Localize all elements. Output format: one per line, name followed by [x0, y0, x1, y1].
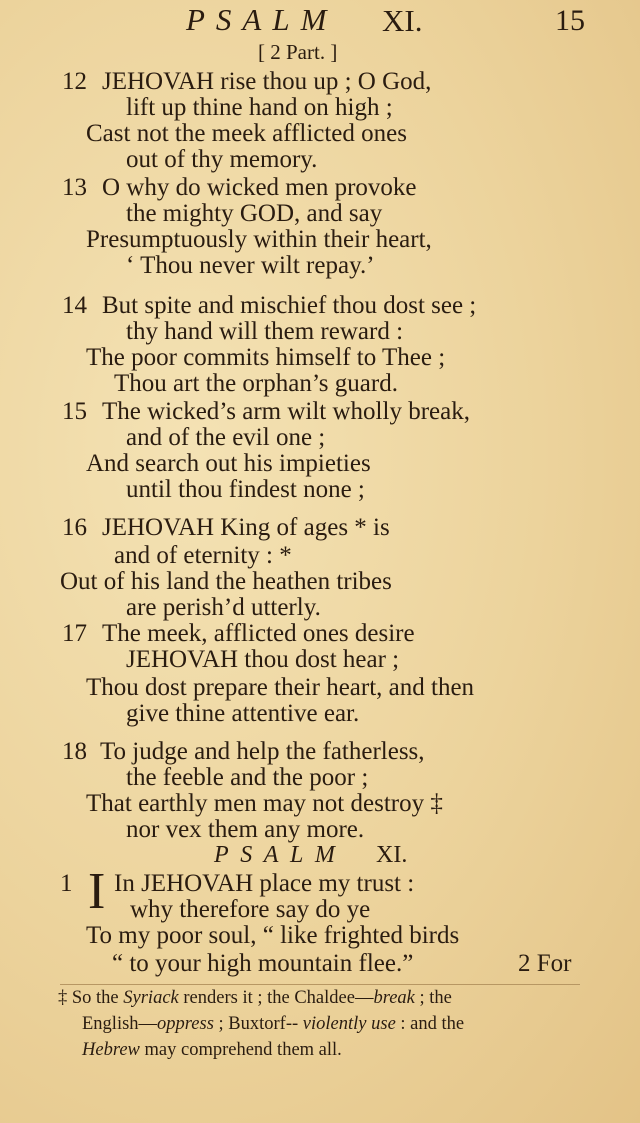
footnote-line-3: Hebrew may comprehend them all. [82, 1040, 342, 1060]
verse-number-16: 16 [62, 514, 87, 541]
running-title-numeral: XI. [382, 3, 423, 38]
verse-line: lift up thine hand on high ; [126, 94, 393, 121]
footnote-line-2: English—oppress ; Buxtorf-- violently use : and the [82, 1014, 465, 1034]
verse-line: JEHOVAH thou dost hear ; [126, 646, 400, 673]
verse-line: That earthly men may not destroy ‡ [86, 790, 443, 817]
verse-line: and of eternity : * [114, 542, 292, 569]
verse-line: ‘ Thou never wilt repay.’ [126, 252, 375, 279]
verse-line: Presumptuously within their heart, [86, 226, 432, 253]
verse-line: The poor commits himself to Thee ; [86, 344, 446, 371]
verse-number-13: 13 [62, 174, 87, 201]
drop-cap: I [88, 863, 106, 920]
verse-line: In JEHOVAH place my trust : [114, 870, 415, 897]
catchword: 2 For [518, 950, 572, 977]
verse-line: Cast not the meek afflicted ones [86, 120, 407, 147]
verse-line: are perish’d utterly. [126, 594, 321, 621]
psalm-heading: P S A L M [214, 842, 338, 868]
verse-number-17: 17 [62, 620, 87, 647]
verse-line: Thou dost prepare their heart, and then [86, 674, 475, 701]
verse-line: and of the evil one ; [126, 424, 326, 451]
verse-line: O why do wicked men provoke [102, 174, 417, 201]
verse-line: the feeble and the poor ; [126, 764, 369, 791]
verse-line: Thou art the orphan’s guard. [114, 370, 398, 397]
verse-number-15: 15 [62, 398, 87, 425]
verse-line: To my poor soul, “ like frighted birds [86, 922, 460, 949]
verse-line: give thine attentive ear. [126, 700, 360, 727]
verse-line: until thou findest none ; [126, 476, 365, 503]
verse-line: the mighty GOD, and say [126, 200, 383, 227]
verse-line: JEHOVAH King of ages * is [102, 514, 390, 541]
footnote-rule [60, 984, 580, 985]
running-title: PSALM [186, 2, 338, 37]
verse-line: To judge and help the fatherless, [100, 738, 425, 765]
verse-line: The wicked’s arm wilt wholly break, [102, 398, 470, 425]
verse-line: But spite and mischief thou dost see ; [102, 292, 477, 319]
verse-line: out of thy memory. [126, 146, 318, 173]
part-heading: [ 2 Part. ] [258, 40, 338, 64]
verse-line: “ to your high mountain flee.” [112, 950, 414, 977]
verse-line: nor vex them any more. [126, 816, 365, 843]
footnote-mark: ‡ [58, 988, 68, 1008]
verse-line: thy hand will them reward : [126, 318, 404, 345]
verse-number-12: 12 [62, 68, 87, 95]
verse-line: And search out his impieties [86, 450, 371, 477]
verse-number-14: 14 [62, 292, 87, 319]
verse-line: Out of his land the heathen tribes [60, 568, 392, 595]
verse-line: why therefore say do ye [130, 896, 371, 923]
footnote-line-1: ‡ So the Syriack renders it ; the Chaldee—break ; the [58, 988, 452, 1008]
psalm-heading-numeral: XI. [376, 842, 408, 868]
verse-number-18: 18 [62, 738, 87, 765]
verse-line: The meek, afflicted ones desire [102, 620, 415, 647]
verse-line: JEHOVAH rise thou up ; O God, [102, 68, 432, 95]
page-number: 15 [555, 4, 585, 37]
verse-number-1: 1 [60, 870, 73, 897]
